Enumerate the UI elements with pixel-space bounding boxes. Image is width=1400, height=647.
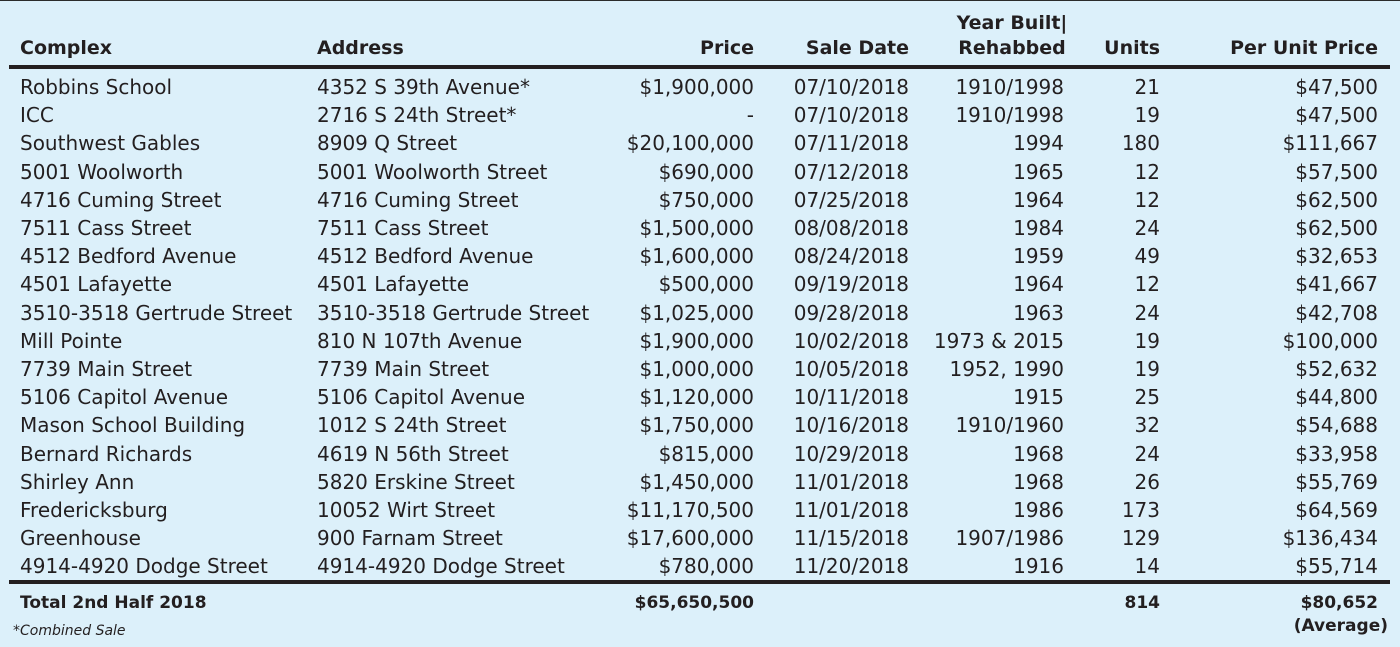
cell-price: $815,000: [658, 441, 754, 466]
cell-units: 24: [1134, 300, 1160, 325]
cell-price: $1,750,000: [639, 413, 754, 438]
cell-sale-date: 11/20/2018: [793, 554, 909, 579]
table-row: [0, 73, 1400, 101]
cell-year-built: 1984: [1013, 216, 1064, 240]
cell-complex: 7739 Main Street: [20, 357, 193, 381]
header-rehabbed: Rehabbed: [958, 37, 1066, 59]
cell-complex: 4512 Bedford Avenue: [20, 244, 237, 269]
total-label: Total 2nd Half 2018: [20, 593, 207, 613]
cell-per-unit-price: $42,708: [1295, 300, 1378, 325]
cell-per-unit-price: $33,958: [1295, 441, 1378, 466]
table-row: [0, 468, 1400, 496]
cell-units: 24: [1134, 216, 1160, 240]
cell-units: 49: [1134, 244, 1160, 269]
cell-price: -: [746, 103, 754, 128]
cell-complex: Fredericksburg: [20, 498, 168, 522]
cell-units: 19: [1134, 357, 1160, 381]
cell-price: $500,000: [658, 272, 754, 297]
cell-complex: ICC: [20, 103, 54, 128]
cell-sale-date: 07/10/2018: [793, 103, 909, 128]
total-per-unit-note: (Average): [1293, 616, 1388, 636]
header-divider: [9, 65, 1390, 69]
cell-year-built: 1916: [1013, 554, 1064, 579]
cell-sale-date: 10/02/2018: [793, 328, 909, 353]
cell-sale-date: 07/11/2018: [793, 131, 909, 156]
cell-address: 3510-3518 Gertrude Street: [317, 300, 590, 325]
cell-price: $1,500,000: [639, 216, 754, 240]
table-row: [0, 383, 1400, 411]
cell-sale-date: 10/11/2018: [793, 385, 909, 410]
cell-address: 4619 N 56th Street: [317, 441, 509, 466]
cell-address: 4512 Bedford Avenue: [317, 244, 534, 269]
cell-complex: Bernard Richards: [20, 441, 193, 466]
cell-price: $1,120,000: [639, 385, 754, 410]
table-row: [0, 496, 1400, 524]
cell-price: $690,000: [658, 159, 754, 184]
cell-complex: 4914-4920 Dodge Street: [20, 554, 268, 579]
cell-price: $20,100,000: [626, 131, 754, 156]
table-row: [0, 524, 1400, 552]
cell-year-built: 1910/1960: [955, 413, 1064, 438]
cell-per-unit-price: $57,500: [1295, 159, 1378, 184]
table-row: [0, 440, 1400, 468]
cell-sale-date: 07/12/2018: [793, 159, 909, 184]
cell-units: 12: [1134, 272, 1160, 297]
cell-year-built: 1986: [1013, 498, 1064, 522]
cell-sale-date: 07/25/2018: [793, 187, 909, 212]
cell-per-unit-price: $55,769: [1295, 469, 1378, 494]
cell-per-unit-price: $111,667: [1282, 131, 1378, 156]
cell-sale-date: 09/19/2018: [793, 272, 909, 297]
cell-per-unit-price: $62,500: [1295, 187, 1378, 212]
header-year-built: Year Built|: [956, 12, 1068, 34]
cell-year-built: 1952, 1990: [949, 357, 1064, 381]
cell-complex: 5106 Capitol Avenue: [20, 385, 229, 410]
cell-address: 1012 S 24th Street: [317, 413, 507, 438]
table-row: [0, 214, 1400, 242]
cell-units: 19: [1134, 103, 1160, 128]
cell-address: 5001 Woolworth Street: [317, 159, 548, 184]
cell-address: 7739 Main Street: [317, 357, 490, 381]
total-per-unit-price: $80,652: [1300, 593, 1378, 613]
cell-address: 4352 S 39th Avenue*: [317, 75, 530, 99]
cell-per-unit-price: $47,500: [1295, 103, 1378, 128]
cell-per-unit-price: $62,500: [1295, 216, 1378, 240]
cell-year-built: 1968: [1013, 441, 1064, 466]
cell-address: 4914-4920 Dodge Street: [317, 554, 565, 579]
cell-complex: Robbins School: [20, 75, 173, 99]
table-row: [0, 129, 1400, 157]
cell-year-built: 1965: [1013, 159, 1064, 184]
cell-price: $1,000,000: [639, 357, 754, 381]
cell-price: $11,170,500: [626, 498, 754, 522]
cell-per-unit-price: $64,569: [1295, 498, 1378, 522]
table-row: [0, 158, 1400, 186]
cell-price: $750,000: [658, 187, 754, 212]
table-row: [0, 101, 1400, 129]
cell-sale-date: 08/24/2018: [793, 244, 909, 269]
table-row: [0, 411, 1400, 439]
cell-year-built: 1910/1998: [955, 75, 1064, 99]
cell-price: $17,600,000: [626, 526, 754, 551]
table-row: [0, 552, 1400, 580]
cell-per-unit-price: $55,714: [1295, 554, 1378, 579]
cell-address: 5820 Erskine Street: [317, 469, 515, 494]
cell-complex: Mason School Building: [20, 413, 246, 438]
cell-price: $1,600,000: [639, 244, 754, 269]
cell-units: 12: [1134, 187, 1160, 212]
cell-complex: 4716 Cuming Street: [20, 187, 222, 212]
total-price: $65,650,500: [634, 593, 754, 613]
cell-complex: Shirley Ann: [20, 469, 135, 494]
cell-per-unit-price: $41,667: [1295, 272, 1378, 297]
cell-sale-date: 10/05/2018: [793, 357, 909, 381]
header-sale-date: Sale Date: [805, 37, 909, 59]
cell-year-built: 1973 & 2015: [933, 328, 1064, 353]
header-complex: Complex: [20, 37, 113, 59]
cell-units: 12: [1134, 159, 1160, 184]
cell-price: $1,450,000: [639, 469, 754, 494]
cell-sale-date: 07/10/2018: [793, 75, 909, 99]
cell-sale-date: 11/01/2018: [793, 498, 909, 522]
cell-address: 7511 Cass Street: [317, 216, 489, 240]
header-units: Units: [1104, 37, 1160, 59]
cell-address: 8909 Q Street: [317, 131, 458, 156]
cell-year-built: 1968: [1013, 469, 1064, 494]
table-row: [0, 299, 1400, 327]
cell-address: 4716 Cuming Street: [317, 187, 519, 212]
cell-units: 24: [1134, 441, 1160, 466]
cell-sale-date: 11/15/2018: [793, 526, 909, 551]
cell-per-unit-price: $47,500: [1295, 75, 1378, 99]
cell-year-built: 1964: [1013, 187, 1064, 212]
cell-complex: 4501 Lafayette: [20, 272, 173, 297]
total-divider: [9, 580, 1390, 584]
cell-units: 173: [1121, 498, 1160, 522]
header-per-unit-price: Per Unit Price: [1230, 37, 1378, 59]
cell-units: 21: [1134, 75, 1160, 99]
cell-units: 14: [1134, 554, 1160, 579]
cell-sale-date: 10/29/2018: [793, 441, 909, 466]
cell-units: 129: [1121, 526, 1160, 551]
cell-complex: 3510-3518 Gertrude Street: [20, 300, 293, 325]
cell-year-built: 1959: [1013, 244, 1064, 269]
cell-address: 4501 Lafayette: [317, 272, 470, 297]
cell-units: 19: [1134, 328, 1160, 353]
footnote: *Combined Sale: [13, 623, 126, 639]
table-row: [0, 355, 1400, 383]
cell-per-unit-price: $52,632: [1295, 357, 1378, 381]
cell-sale-date: 11/01/2018: [793, 469, 909, 494]
cell-complex: 7511 Cass Street: [20, 216, 192, 240]
cell-per-unit-price: $136,434: [1282, 526, 1378, 551]
cell-address: 810 N 107th Avenue: [317, 328, 523, 353]
header-address: Address: [317, 37, 404, 59]
cell-year-built: 1907/1986: [955, 526, 1064, 551]
cell-year-built: 1963: [1013, 300, 1064, 325]
table-row: [0, 186, 1400, 214]
cell-year-built: 1964: [1013, 272, 1064, 297]
cell-address: 2716 S 24th Street*: [317, 103, 517, 128]
table-row: [0, 242, 1400, 270]
cell-year-built: 1910/1998: [955, 103, 1064, 128]
cell-per-unit-price: $44,800: [1295, 385, 1378, 410]
cell-sale-date: 09/28/2018: [793, 300, 909, 325]
cell-address: 5106 Capitol Avenue: [317, 385, 526, 410]
cell-sale-date: 10/16/2018: [793, 413, 909, 438]
cell-price: $1,025,000: [639, 300, 754, 325]
cell-price: $1,900,000: [639, 75, 754, 99]
cell-address: 900 Farnam Street: [317, 526, 503, 551]
cell-units: 32: [1134, 413, 1160, 438]
cell-address: 10052 Wirt Street: [317, 498, 496, 522]
cell-year-built: 1994: [1013, 131, 1064, 156]
cell-units: 180: [1121, 131, 1160, 156]
cell-complex: Southwest Gables: [20, 131, 201, 156]
cell-units: 26: [1134, 469, 1160, 494]
table-row: [0, 270, 1400, 298]
cell-per-unit-price: $100,000: [1282, 328, 1378, 353]
cell-complex: Mill Pointe: [20, 328, 123, 353]
cell-price: $780,000: [658, 554, 754, 579]
cell-sale-date: 08/08/2018: [793, 216, 909, 240]
cell-per-unit-price: $32,653: [1295, 244, 1378, 269]
cell-complex: Greenhouse: [20, 526, 141, 551]
cell-year-built: 1915: [1013, 385, 1064, 410]
total-units: 814: [1124, 593, 1160, 613]
cell-price: $1,900,000: [639, 328, 754, 353]
cell-units: 25: [1134, 385, 1160, 410]
cell-complex: 5001 Woolworth: [20, 159, 184, 184]
cell-per-unit-price: $54,688: [1295, 413, 1378, 438]
header-price: Price: [700, 37, 754, 59]
table-row: [0, 327, 1400, 355]
